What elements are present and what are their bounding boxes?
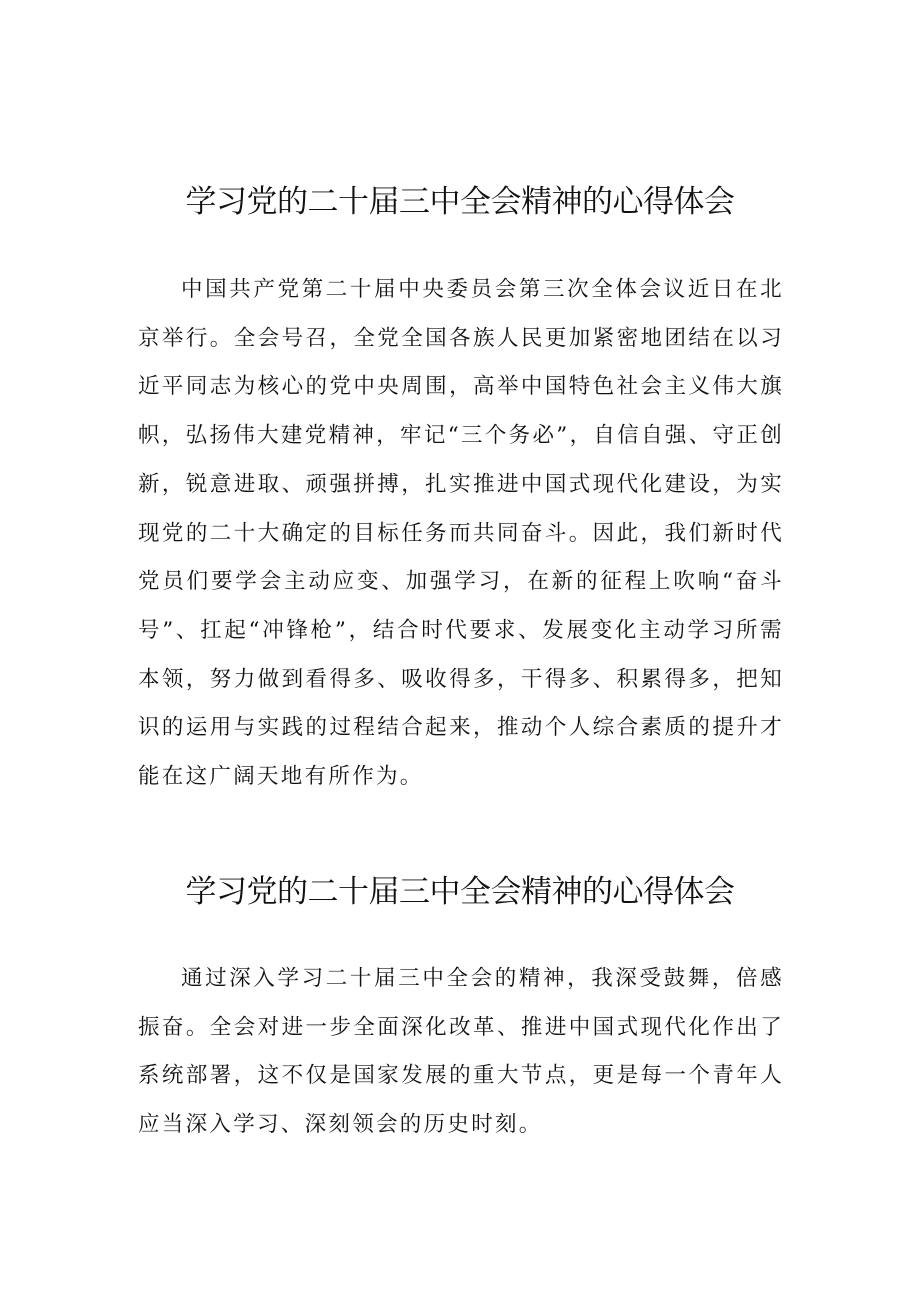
section-title: 学习党的二十届三中全会精神的心得体会: [185, 184, 735, 220]
section-paragraph: 中国共产党第二十届中央委员会第三次全体会议近日在北京举行。全会号召，全党全国各族人民更加紧密地团结在以习近平同志为核心的党中央周围，高举中国特色社会主义伟大旗帜，弘扬伟大建党精神，牢记“三个务必”，自信自强、守正创新，锐意进取、顽强拼搏，扎实推进中国式现代化建设，为实现党的二十大确定的目标任务而共同奋斗。因此，我们新时代党员们要学会主动应变、加强学习，在新的征程上吹响“奋斗号”、扛起“冲锋枪”，结合时代要求、发展变化主动学习所需本领，努力做到看得多、吸收得多，干得多、积累得多，把知识的运用与实践的过程结合起来，推动个人综合素质的提升才能在这广阔天地有所作为。: [138, 277, 784, 790]
section-title: 学习党的二十届三中全会精神的心得体会: [185, 874, 735, 910]
section-paragraph: 通过深入学习二十届三中全会的精神，我深受鼓舞，倍感振奋。全会对进一步全面深化改革、推进中国式现代化作出了系统部署，这不仅是国家发展的重大节点，更是每一个青年人应当深入学习、深刻领会的历史时刻。: [138, 966, 784, 1138]
